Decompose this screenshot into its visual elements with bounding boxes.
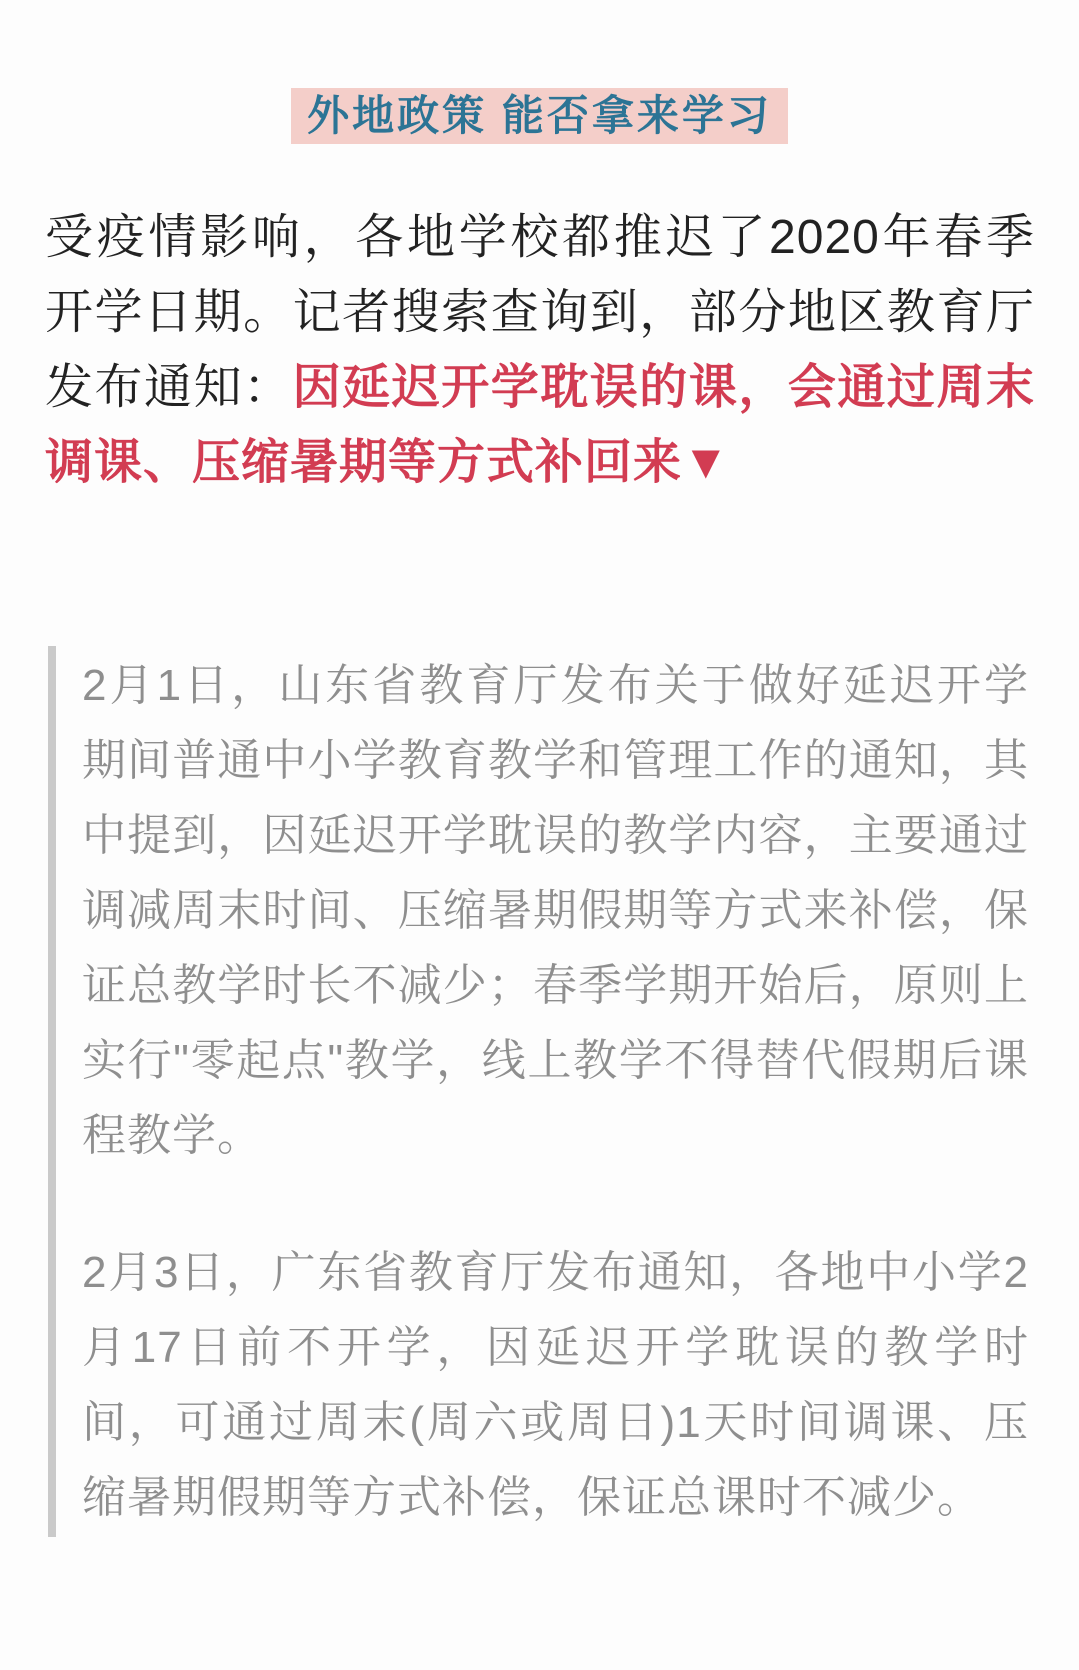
section-title: 外地政策 能否拿来学习 [291,88,788,144]
quote-paragraph-guangdong: 2月3日，广东省教育厅发布通知，各地中小学2月17日前不开学，因延迟开学耽误的教学时间，可通过周末(周六或周日)1天时间调课、压缩暑期假期等方式补偿，保证总课时不减少。 [82,1248,1029,1522]
intro-lead-text: 受疫情影响，各地学校都推迟了2020年春季开学日期。记者搜索查询到，部分地区教育厅发布通知： [45,211,1035,414]
section-title-row [0,0,1079,144]
quote-paragraph-shandong: 2月1日，山东省教育厅发布关于做好延迟开学期间普通中小学教育教学和管理工作的通知，其中提到，因延迟开学耽误的教学内容，主要通过调减周末时间、压缩暑期假期等方式来补偿，保证总教学时长不减少；春季学期开始后，原则上实行"零起点"教学，线上教学不得替代假期后课程教学。 [82,661,1029,1160]
intro-paragraph [45,200,1035,500]
intro-emphasis-text: 因延迟开学耽误的课，会通过周末调课、压缩暑期等方式补回来▼ [45,361,1035,489]
policy-quote-block [48,646,1029,1537]
